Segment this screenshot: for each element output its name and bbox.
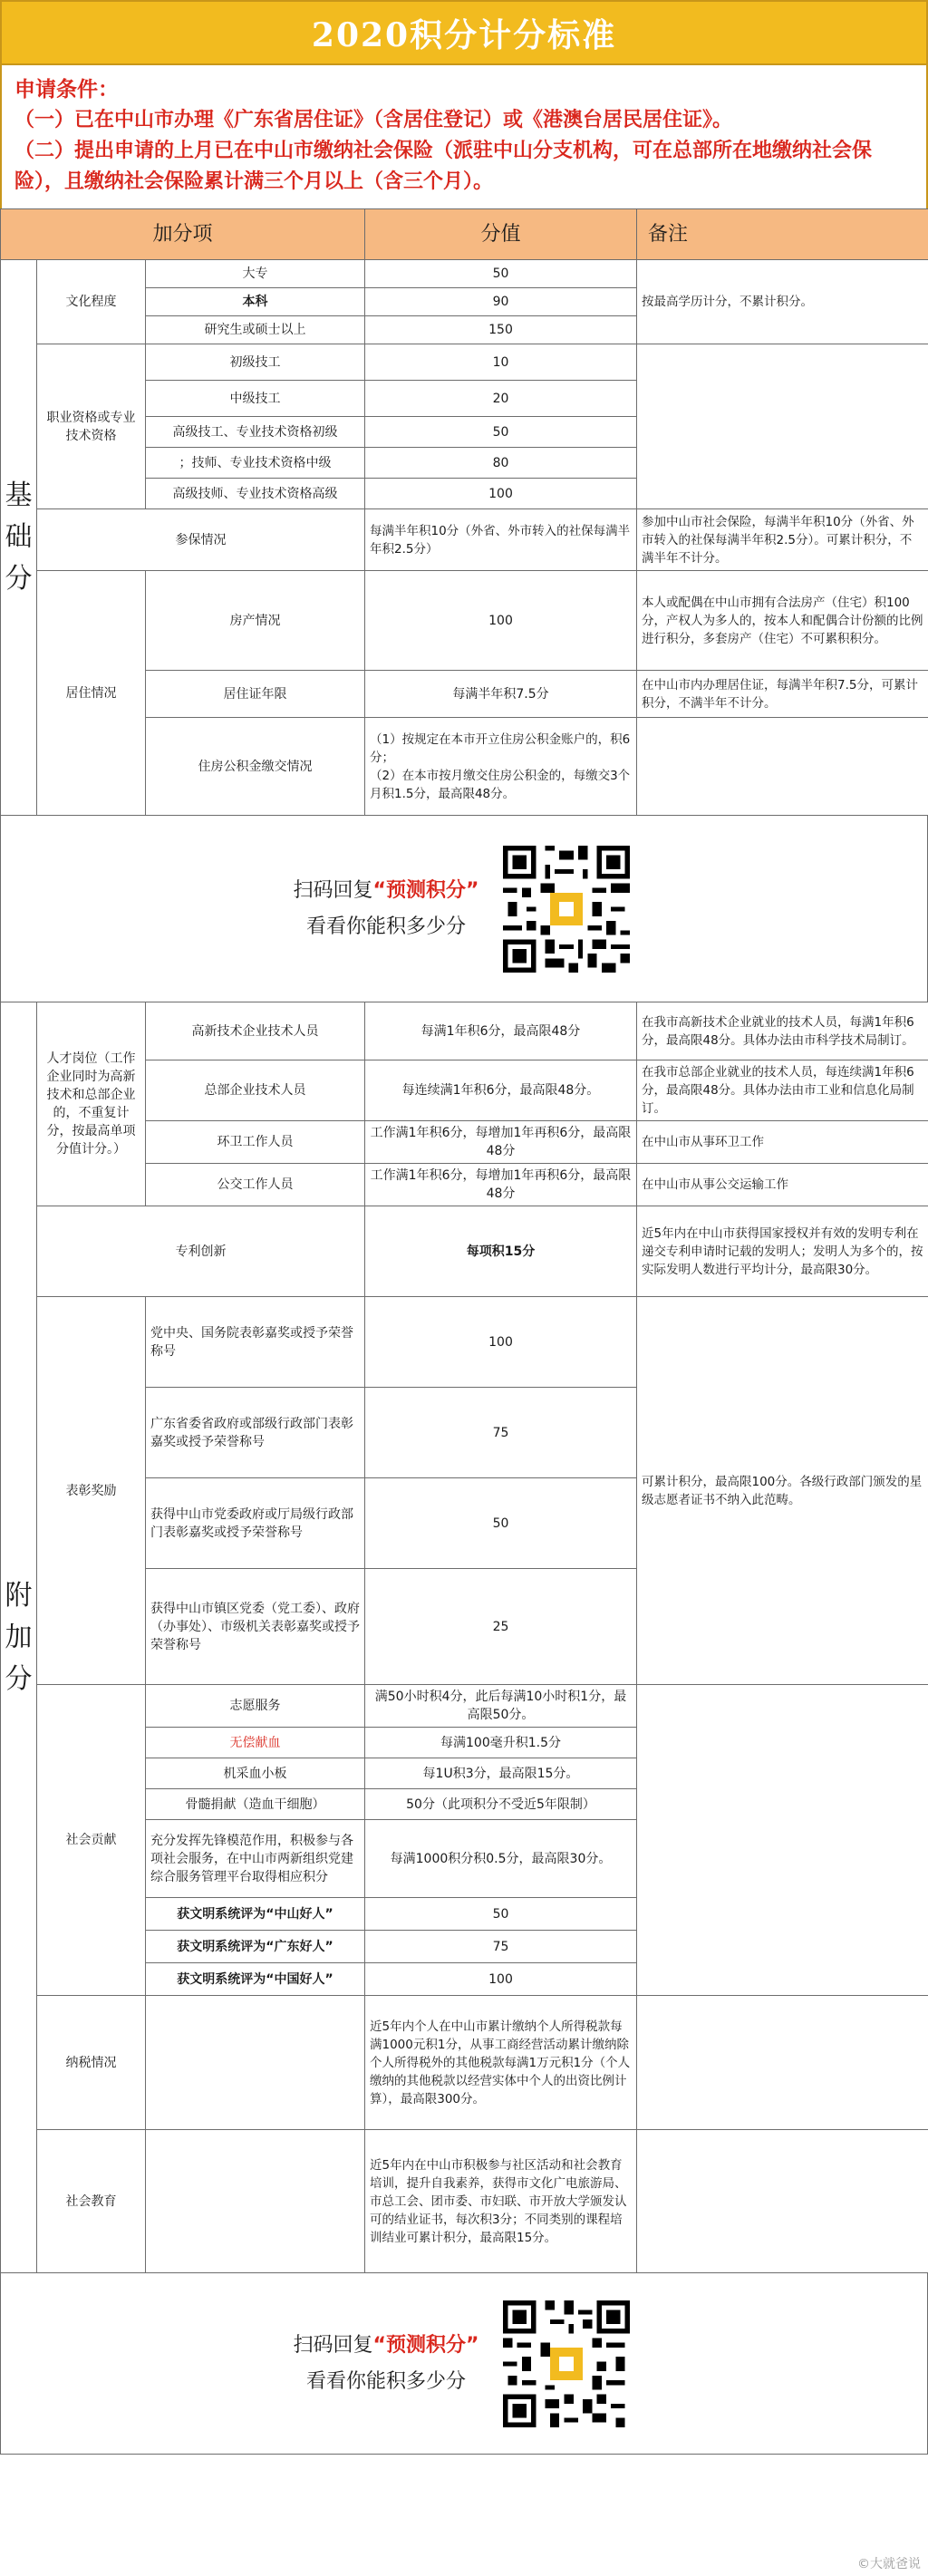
education-score: 50 [365,260,637,288]
insurance-note: 参加中山市社会保险，每满半年积10分（外省、外市转入的社保每满半年积2.5分）。可累计积分，不满半年不计分。 [637,509,928,571]
social-score: 100 [365,1963,637,1996]
talent-item: 公交工作人员 [146,1164,365,1206]
residence-note [637,718,928,816]
awards-note: 可累计积分，最高限100分。各级行政部门颁发的星级志愿者证书不纳入此范畴。 [637,1297,928,1685]
awards-item: 党中央、国务院表彰嘉奖或授予荣誉称号 [146,1297,365,1388]
qr-line1-highlight: “预测积分” [372,878,479,902]
header-score: 分值 [365,209,637,260]
qr-code-icon[interactable] [498,841,634,977]
qualification-score: 100 [365,479,637,509]
table-row [1,1206,928,1297]
residence-score: 每满半年积7.5分 [365,671,637,718]
social-score: 每1U积3分，最高限15分。 [365,1758,637,1789]
insurance-item: 参保情况 [37,509,365,571]
social-item: 志愿服务 [146,1685,365,1728]
talent-score: 工作满1年积6分，每增加1年再积6分，最高限48分 [365,1121,637,1164]
table-row [1,509,928,571]
table-row [1,1685,928,1728]
qualification-score: 10 [365,344,637,381]
conditions-section [0,65,928,208]
tax-score: 近5年内个人在中山市累计缴纳个人所得税款每满1000元积1分，从事工商经营活动累计缴纳除个人所得税外的其他税款每满1万元积1分（个人缴纳的其他税款以经营实体中个人的出资比例计算），最高限300分。 [365,1996,637,2130]
qualification-score: 20 [365,381,637,417]
table-row [1,260,928,288]
qualification-item: 中级技工 [146,381,365,417]
awards-score: 100 [365,1297,637,1388]
table-header-row [1,209,928,260]
extra-category-label: 附加分 [1,1002,37,2273]
qr-line2: 看看你能积多少分 [305,915,466,938]
social-item: 机采血小板 [146,1758,365,1789]
qr-promo-block [0,816,928,1002]
tax-note-empty [637,1996,928,2130]
qualification-score: 80 [365,448,637,479]
talent-score: 工作满1年积6分，每增加1年再积6分，最高限48分 [365,1164,637,1206]
patent-item: 专利创新 [37,1206,365,1297]
qr-line1-prefix: 扫码回复 [293,878,373,902]
residence-note: 在中山市内办理居住证，每满半年积7.5分，可累计积分，不满半年不计分。 [637,671,928,718]
table-row [1,1996,928,2130]
qualification-score: 50 [365,417,637,448]
talent-item: 环卫工作人员 [146,1121,365,1164]
qr-code-icon[interactable] [498,2296,634,2432]
social-note-empty [637,1685,928,1996]
residence-note: 本人或配偶在中山市拥有合法房产（住宅）积100分，产权人为多人的，按本人和配偶合计份额的比例进行积分，多套房产（住宅）不可累积积分。 [637,571,928,671]
social-education-score: 近5年内在中山市积极参与社区活动和社会教育培训，提升自我素养，获得市文化广电旅游局、市总工会、团市委、市妇联、市开放大学颁发认可的结业证书，每次积3分；不同类别的课程培训结业可累计积分，最高限15分。 [365,2130,637,2273]
social-education-empty [146,2130,365,2273]
social-education-note-empty [637,2130,928,2273]
social-item: 获文明系统评为“中国好人” [146,1963,365,1996]
tax-group: 纳税情况 [37,1996,146,2130]
qualification-item: ；技师、专业技术资格中级 [146,448,365,479]
header-note: 备注 [637,209,928,260]
table-row [1,1297,928,1388]
qualification-item: 高级技工、专业技术资格初级 [146,417,365,448]
awards-score: 50 [365,1478,637,1569]
page-title: 2020积分计分标准 [311,15,617,54]
talent-item: 总部企业技术人员 [146,1060,365,1121]
qualification-item: 初级技工 [146,344,365,381]
social-item: 无偿献血 [146,1728,365,1758]
basic-score-table [0,208,928,816]
education-note: 按最高学历计分，不累计积分。 [637,260,928,344]
social-score: 50分（此项积分不受近5年限制） [365,1789,637,1820]
talent-score: 每满1年积6分，最高限48分 [365,1002,637,1060]
talent-item: 高新技术企业技术人员 [146,1002,365,1060]
awards-item: 广东省委省政府或部级行政部门表彰嘉奖或授予荣誉称号 [146,1388,365,1478]
residence-item: 住房公积金缴交情况 [146,718,365,816]
qualification-note-empty [637,344,928,509]
extra-score-table [0,1002,928,2273]
qr-promo-text [294,2328,479,2400]
social-item: 获文明系统评为“中山好人” [146,1898,365,1931]
source-watermark: ©大就爸说 [857,2557,921,2571]
tax-empty [146,1996,365,2130]
qr-line1-highlight: “预测积分” [372,2333,479,2357]
social-score: 75 [365,1931,637,1963]
awards-item: 获得中山市党委政府或厅局级行政部门表彰嘉奖或授予荣誉称号 [146,1478,365,1569]
social-education-group: 社会教育 [37,2130,146,2273]
talent-note: 在我市总部企业就业的技术人员，每连续满1年积6分，最高限48分。具体办法由市工业和信息化局制订。 [637,1060,928,1121]
talent-note: 在中山市从事公交运输工作 [637,1164,928,1206]
page-banner [0,0,928,65]
table-row [1,571,928,671]
residence-group: 居住情况 [37,571,146,816]
insurance-score: 每满半年积10分（外省、外市转入的社保每满半年积2.5分） [365,509,637,571]
patent-note: 近5年内在中山市获得国家授权并有效的发明专利在递交专利申请时记载的发明人；发明人为多个的，按实际发明人数进行平均计分，最高限30分。 [637,1206,928,1297]
residence-item: 居住证年限 [146,671,365,718]
qr-line1-prefix: 扫码回复 [293,2333,373,2357]
social-item: 充分发挥先锋模范作用，积极参与各项社会服务，在中山市两新组织党建综合服务管理平台取得相应积分 [146,1820,365,1898]
talent-score: 每连续满1年积6分，最高限48分。 [365,1060,637,1121]
awards-score: 25 [365,1569,637,1685]
education-group: 文化程度 [37,260,146,344]
qr-promo-text [294,873,479,945]
condition-item-2: （二）提出申请的上月已在中山市缴纳社会保险（派驻中山分支机构，可在总部所在地缴纳社会保险），且缴纳社会保险累计满三个月以上（含三个月）。 [14,140,873,193]
awards-group: 表彰奖励 [37,1297,146,1685]
condition-item-1: （一）已在中山市办理《广东省居住证》（含居住登记）或《港澳台居民居住证》。 [14,109,733,131]
patent-score: 每项积15分 [365,1206,637,1297]
talent-note: 在我市高新技术企业就业的技术人员，每满1年积6分，最高限48分。具体办法由市科学技术局制订。 [637,1002,928,1060]
education-item: 研究生或硕士以上 [146,316,365,344]
residence-score: （1）按规定在本市开立住房公积金账户的，积6分； （2）在本市按月缴交住房公积金的，每缴交3个月积1.5分，最高限48分。 [365,718,637,816]
social-item: 骨髓捐献（造血干细胞） [146,1789,365,1820]
talent-note: 在中山市从事环卫工作 [637,1121,928,1164]
social-score: 每满1000积分积0.5分，最高限30分。 [365,1820,637,1898]
education-item: 本科 [146,288,365,316]
social-score: 满50小时积4分，此后每满10小时积1分，最高限50分。 [365,1685,637,1728]
qr-line2: 看看你能积多少分 [305,2369,466,2393]
qr-promo-block-bottom [0,2273,928,2455]
conditions-title: 申请条件： [14,78,119,102]
social-group: 社会贡献 [37,1685,146,1996]
header-item: 加分项 [1,209,365,260]
education-score: 90 [365,288,637,316]
talent-group: 人才岗位（工作企业同时为高新技术和总部企业的，不重复计分，按最高单项分值计分。） [37,1002,146,1206]
awards-item: 获得中山市镇区党委（党工委）、政府（办事处）、市级机关表彰嘉奖或授予荣誉称号 [146,1569,365,1685]
social-score: 50 [365,1898,637,1931]
table-row [1,1002,928,1060]
residence-score: 100 [365,571,637,671]
qualification-group: 职业资格或专业技术资格 [37,344,146,509]
social-item: 获文明系统评为“广东好人” [146,1931,365,1963]
residence-item: 房产情况 [146,571,365,671]
education-score: 150 [365,316,637,344]
social-score: 每满100毫升积1.5分 [365,1728,637,1758]
qualification-item: 高级技师、专业技术资格高级 [146,479,365,509]
basic-category-label: 基础分 [1,260,37,816]
table-row [1,2130,928,2273]
table-row [1,344,928,381]
education-item: 大专 [146,260,365,288]
awards-score: 75 [365,1388,637,1478]
